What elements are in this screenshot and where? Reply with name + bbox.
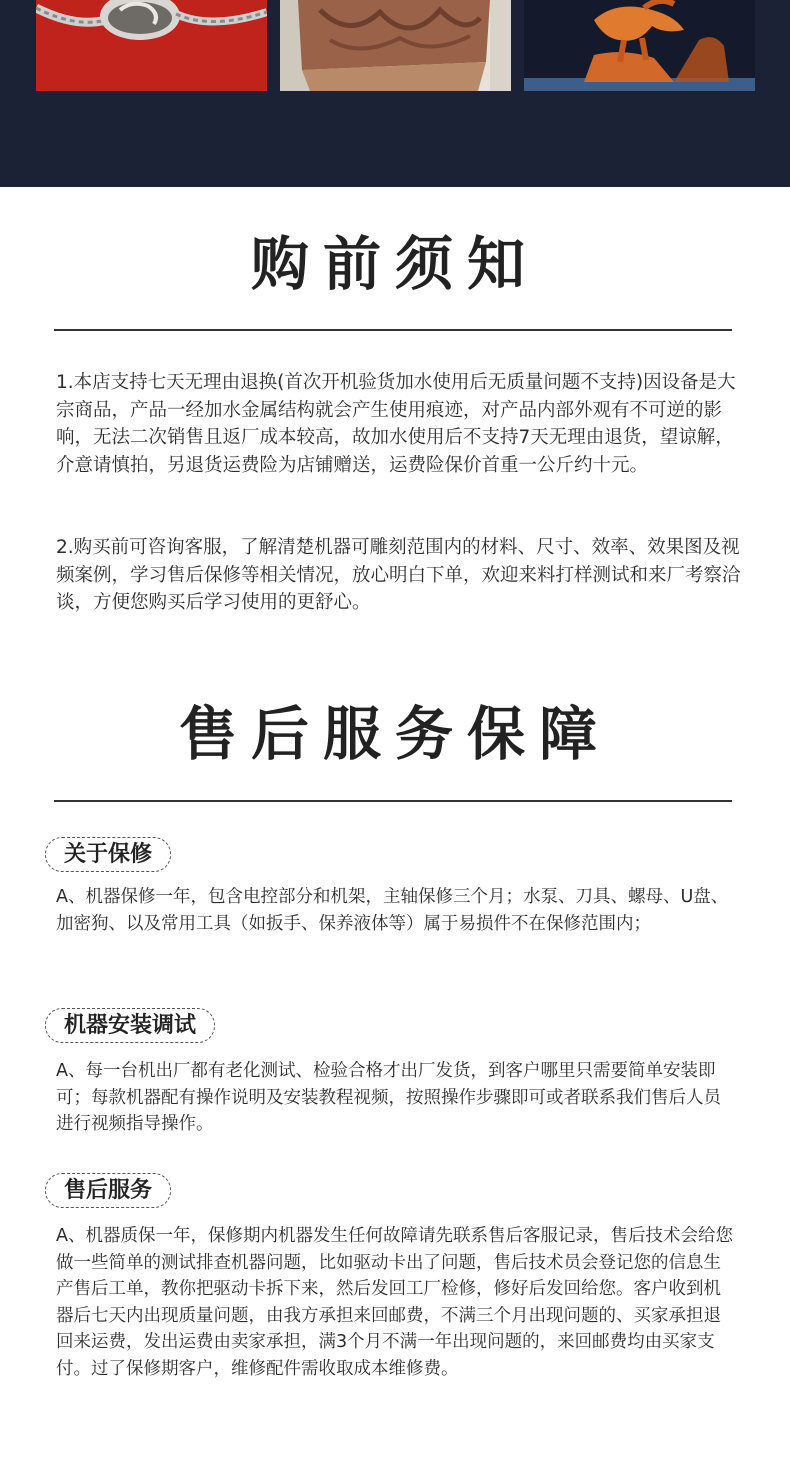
top-banner [0, 0, 790, 187]
after-sales-heading-badge: 售后服务 [45, 1173, 171, 1208]
wood-horse-carving-photo [524, 0, 755, 91]
notice-divider [54, 329, 732, 331]
silver-bead-photo [36, 0, 267, 91]
service-divider [54, 800, 732, 802]
installation-heading-badge: 机器安装调试 [45, 1008, 215, 1043]
after-sales-text: A、机器质保一年，保修期内机器发生任何故障请先联系售后客服记录，售后技术会给您做一些简单的测试排查机器问题，比如驱动卡出了问题，售后技术员会登记您的信息生产售后工单，教你把驱动卡拆下来，然后发回工厂检修，修好后发回给您。客户收到机器后七天内出现质量问题，由我方承担来回邮费，不满三个月出现问题的、买家承担退回来运费，发出运费由卖家承担，满3个月不满一年出现问题的，来回邮费均由买家支付。过了保修期客户，维修配件需收取成本维修费。 [56, 1226, 733, 1379]
stone-seal-photo [280, 0, 511, 91]
notice-item-1: 1.本店支持七天无理由退换(首次开机验货加水使用后无质量问题不支持)因设备是大宗商品，产品一经加水金属结构就会产生使用痕迹，对产品内部外观有不可逆的影响，无法二次销售且返厂成本较高，故加水使用后不支持7天无理由退货，望谅解，介意请慎拍，另退货运费险为店铺赠送，运费险保价首重一公斤约十元。 [56, 372, 736, 476]
warranty-heading-badge: 关于保修 [45, 837, 171, 872]
warranty-text: A、机器保修一年，包含电控部分和机架，主轴保修三个月；水泵、刀具、螺母、U盘、加密狗、以及常用工具（如扳手、保养液体等）属于易损件不在保修范围内； [56, 887, 729, 934]
service-title: 售后服务保障 [178, 700, 611, 768]
notice-item-2: 2.购买前可咨询客服，了解清楚机器可雕刻范围内的材料、尺寸、效率、效果图及视频案例，学习售后保修等相关情况，放心明白下单，欢迎来料打样测试和来厂考察洽谈，方便您购买后学习使用的更舒心。 [56, 537, 741, 613]
installation-text: A、每一台机出厂都有老化测试、检验合格才出厂发货，到客户哪里只需要简单安装即可；每款机器配有操作说明及安装教程视频，按照操作步骤即可或者联系我们售后人员进行视频指导操作。 [56, 1061, 721, 1134]
notice-title: 购前须知 [250, 230, 539, 298]
